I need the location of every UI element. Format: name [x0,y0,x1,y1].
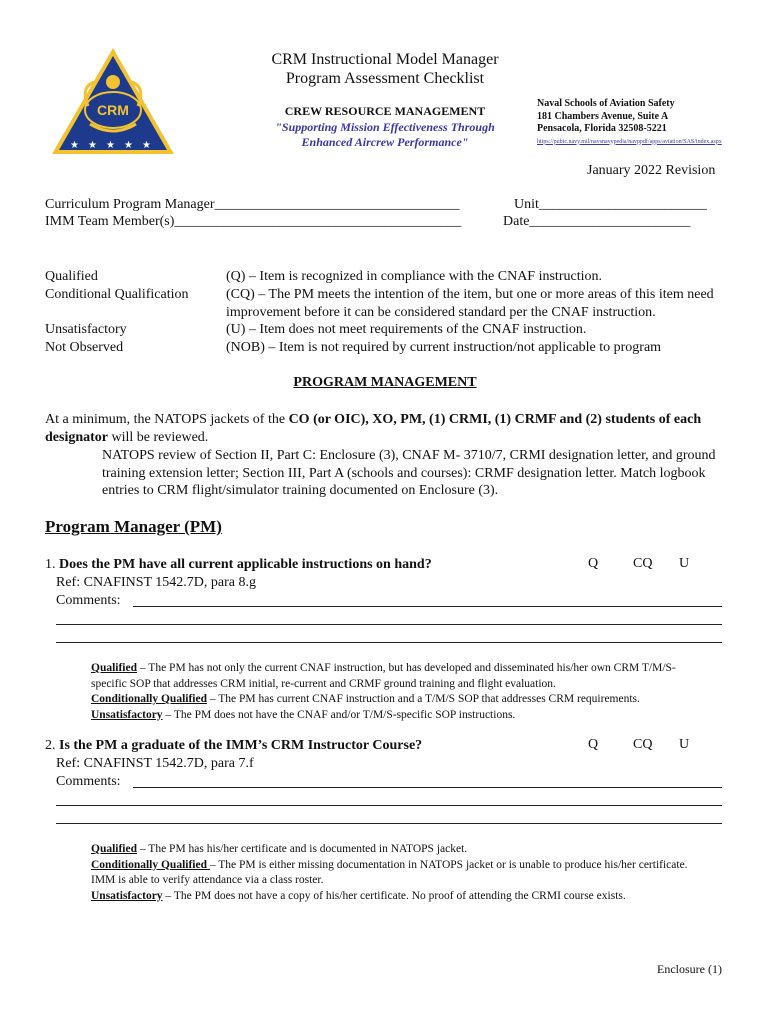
program-manager-field[interactable]: Curriculum Program Manager___________________________________ [45,197,460,212]
crm-logo [50,46,176,156]
page-title [200,50,570,88]
legend-label-unsatisfactory: Unsatisfactory [45,322,127,337]
team-member-field[interactable]: IMM Team Member(s)_________________________________________ [45,214,462,229]
question-1-comment-line-3[interactable] [56,642,722,643]
question-2-comment-line-2[interactable] [56,805,722,806]
criteria-qualified: Qualified – The PM has his/her certificate and is documented in NATOPS jacket. [91,843,468,855]
crew-block [255,104,515,151]
crew-title: CREW RESOURCE MANAGEMENT [284,104,486,118]
question-1-criteria [91,661,706,723]
title-line-2: Program Assessment Checklist [285,70,485,87]
enclosure-label: Enclosure (1) [657,962,722,976]
svg-text:★: ★ [142,140,151,151]
natops-review-text: NATOPS review of Section II, Part C: Enclosure (3), CNAF M- 3710/7, CRMI designation letter, and ground training extension letter; Section III, Part A (schools and courses): CRMF designation letter. Match logbook entries to CRM flight/simulator training documented on Enclosure (3). [102,448,716,498]
option-u[interactable]: U [679,556,690,571]
question-1-number: 1. [45,557,56,572]
question-1-text: Does the PM have all current applicable instructions on hand? [59,557,432,572]
svg-text:★: ★ [70,140,79,151]
program-management-heading: PROGRAM MANAGEMENT [293,375,477,390]
question-2-comments-label: Comments: [56,774,121,789]
question-2-text: Is the PM a graduate of the IMM’s CRM Instructor Course? [59,738,423,753]
question-2-comment-line-3[interactable] [56,823,722,824]
question-2-ref: Ref: CNAFINST 1542.7D, para 7.f [56,756,254,771]
intro-bold: CO (or OIC), XO, PM, (1) CRMI, (1) CRMF and (2) students of each designator [45,412,702,445]
question-1-comments-label: Comments: [56,593,121,608]
school-address-1: 181 Chambers Avenue, Suite A [537,110,669,122]
legend-label-not-observed: Not Observed [45,340,124,355]
legend-def-not-observed: (NOB) – Item is not required by current instruction/not applicable to program [226,340,662,355]
criteria-conditional: Conditionally Qualified – The PM has current CNAF instruction and a T/M/S SOP that addresses CRM requirements. [91,693,640,705]
svg-text:★: ★ [88,140,97,151]
svg-text:★: ★ [106,140,115,151]
question-2-number: 2. [45,738,56,753]
legend-label-qualified: Qualified [45,269,98,284]
legend-def-unsatisfactory: (U) – Item does not meet requirements of the CNAF instruction. [226,322,587,337]
option-q[interactable]: Q [588,556,599,571]
date-field[interactable]: Date_______________________ [503,214,691,229]
school-address [537,98,722,148]
title-line-1: CRM Instructional Model Manager [271,51,499,68]
question-2 [45,737,422,754]
legend-label-conditional: Conditional Qualification [45,287,189,302]
question-1-ref: Ref: CNAFINST 1542.7D, para 8.g [56,575,257,590]
school-address-2: Pensacola, Florida 32508-5221 [537,123,667,134]
program-management-intro [45,411,725,446]
criteria-qualified: Qualified – The PM has not only the current CNAF instruction, but has developed and disseminated his/her own CRM T/M/S-specific SOP that addresses CRM initial, re-current and CRMF ground training and flight evaluation. [91,662,676,690]
question-1 [45,556,432,573]
intro-post: will be reviewed. [108,429,209,445]
logo-text: CRM [97,102,129,118]
legend-def-conditional: (CQ) – The PM meets the intention of the item, but one or more areas of this item need improvement before it can be considered standard per the CNAF instruction. [226,287,714,320]
question-1-comment-line-2[interactable] [56,624,722,625]
option-cq[interactable]: CQ [633,556,653,571]
slogan-line-2: Enhanced Aircrew Performance" [301,135,469,149]
option-q[interactable]: Q [588,737,599,752]
school-name: Naval Schools of Aviation Safety [537,98,675,109]
slogan-line-1: "Supporting Mission Effectiveness Through [275,119,495,134]
criteria-unsatisfactory: Unsatisfactory – The PM does not have the CNAF and/or T/M/S-specific SOP instructions. [91,708,516,721]
revision-date: January 2022 Revision [587,163,716,178]
criteria-conditional: Conditionally Qualified – The PM is either missing documentation in NATOPS jacket or is unable to produce his/her certificate. IMM is able to verify attendance via a class roster. [91,858,688,886]
question-2-comment-line-1[interactable] [133,787,722,788]
question-1-comment-line-1[interactable] [133,606,722,607]
pm-section-heading: Program Manager (PM) [45,517,222,536]
criteria-unsatisfactory: Unsatisfactory – The PM does not have a copy of his/her certificate. No proof of attending the CRMI course exists. [91,889,626,902]
option-cq[interactable]: CQ [633,737,653,752]
intro-pre: At a minimum, the NATOPS jackets of the [45,412,289,427]
school-url[interactable]: https://pubic.navy.mil/navsnavypedia/navppdf/apps/aviation/SAS/index.aspx [537,138,722,145]
legend-def-qualified: (Q) – Item is recognized in compliance with the CNAF instruction. [226,269,602,284]
question-2-criteria [91,842,706,904]
svg-text:★: ★ [124,140,133,151]
option-u[interactable]: U [679,737,690,752]
unit-field[interactable]: Unit________________________ [514,197,707,212]
